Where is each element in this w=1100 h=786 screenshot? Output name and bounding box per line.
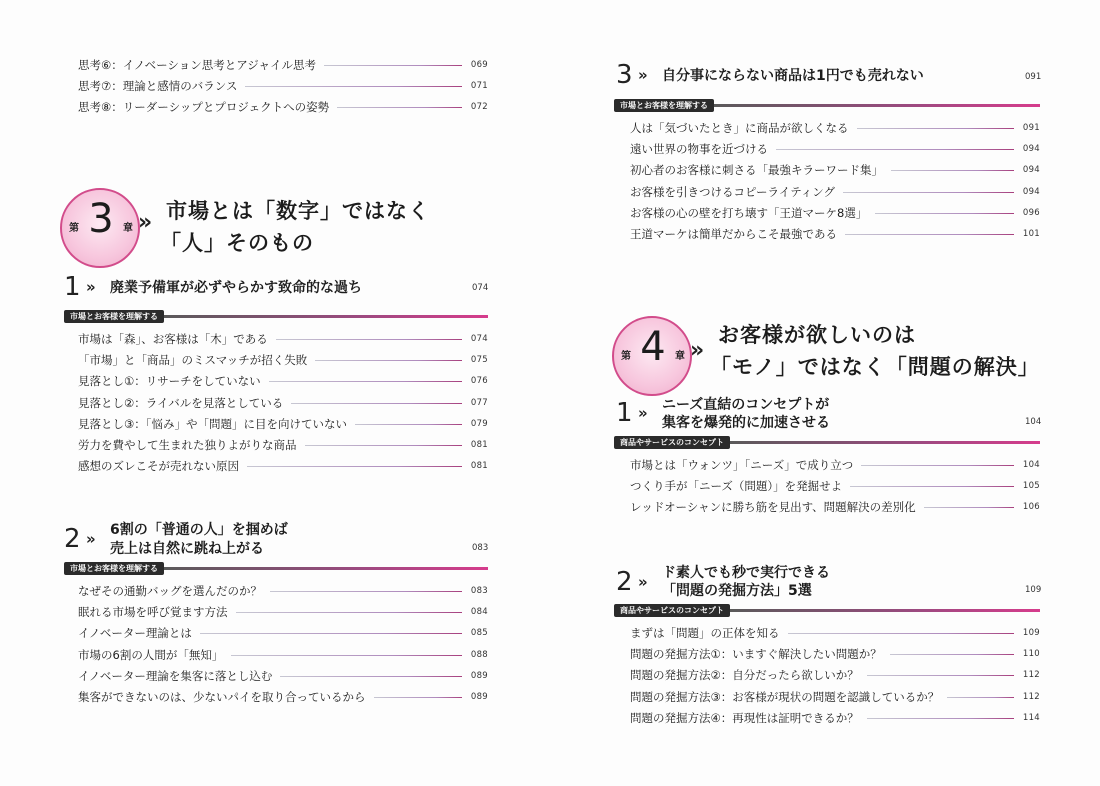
toc-entry-title: 問題の発掘方法③：お客様が現状の問題を認識しているか？ (630, 689, 940, 704)
category-bar (64, 561, 488, 575)
toc-entry[interactable] (630, 497, 1040, 517)
leader-line (947, 697, 1014, 698)
toc-entry-title: 思考⑦：理論と感情のバランス (78, 79, 238, 93)
toc-entry-page: 101 (1022, 229, 1040, 239)
toc-entry-title: なぜその通勤バッグを選んだのか？ (78, 584, 262, 598)
chapter-suffix: 章 (123, 223, 133, 234)
chapter-prefix: 第 (69, 223, 79, 234)
toc-entry-page: 112 (1022, 670, 1040, 681)
toc-entry-title: 感想のズレこそが売れない原因 (78, 459, 239, 474)
category-bar (614, 98, 1040, 112)
leader-line (337, 107, 462, 108)
leader-line (890, 654, 1014, 655)
section-title: 自分事にならない商品は1円でも売れない (662, 68, 924, 84)
toc-entry-title: 市場は「森」、お客様は「木」である (78, 332, 268, 346)
category-label: 商品やサービスのコンセプト (614, 436, 730, 449)
toc-entry-page: 072 (470, 102, 488, 112)
section-page: 104 (1025, 417, 1042, 427)
leader-line (875, 213, 1014, 214)
toc-entry-page: 069 (470, 60, 488, 70)
chapter-badge (612, 316, 692, 396)
toc-entry-page: 094 (1022, 165, 1040, 176)
leader-line (236, 612, 463, 613)
toc-entry[interactable] (78, 76, 488, 96)
leader-line (374, 697, 463, 698)
toc-entry-title: 見落とし③：「悩み」や「問題」に目を向けていない (78, 416, 348, 431)
toc-entry-title: 問題の発掘方法①：いますぐ解決したい問題か？ (630, 647, 882, 662)
toc-entry[interactable] (78, 55, 488, 75)
toc-entry-title: 遠い世界の物事を近づける (630, 142, 768, 157)
toc-entry-title: 見落とし①：リサーチをしていない (78, 374, 261, 389)
leader-line (843, 192, 1014, 193)
toc-entry-page: 110 (1022, 649, 1040, 660)
category-rule (164, 315, 488, 318)
toc-entry-title: まずは「問題」の正体を知る (630, 626, 780, 640)
leader-line (845, 234, 1014, 235)
toc-entry-page: 094 (1022, 144, 1040, 155)
toc-entry[interactable] (630, 203, 1040, 223)
toc-entry-page: 075 (470, 355, 488, 366)
leader-line (776, 149, 1014, 150)
toc-entry[interactable] (630, 476, 1040, 496)
toc-entry-page: 088 (470, 649, 488, 660)
toc-entry[interactable] (630, 623, 1040, 643)
leader-line (857, 128, 1015, 129)
chapter-number: 3 (88, 196, 114, 242)
leader-line (231, 655, 462, 656)
chapter-prefix: 第 (621, 351, 631, 362)
category-label: 市場とお客様を理解する (614, 99, 714, 112)
chapter-suffix: 章 (675, 351, 685, 362)
toc-entry[interactable] (630, 182, 1040, 202)
chevron-icon: » (138, 210, 147, 235)
chapter-title-line1: 市場とは「数字」ではなく (166, 199, 430, 223)
toc-entry[interactable] (78, 687, 488, 707)
toc-entry-title: お客様を引きつけるコピーライティング (630, 184, 836, 199)
section-title-line2: 売上は自然に跳ね上がる (110, 541, 264, 557)
leader-line (861, 465, 1014, 466)
toc-entry-title: 集客ができないのは、少ないパイを取り合っているから (78, 690, 366, 704)
toc-entry-title: 「市場」と「商品」のミスマッチが招く失敗 (78, 353, 308, 368)
category-bar (64, 309, 488, 323)
leader-line (245, 86, 462, 87)
chapter-title-line1: お客様が欲しいのは (718, 323, 916, 347)
toc-entry-page: 071 (470, 81, 488, 91)
leader-line (850, 486, 1014, 487)
right-page (550, 0, 1100, 786)
toc-entry[interactable] (78, 393, 488, 413)
section-title: 廃業予備軍が必ずやらかす致命的な過ち (110, 280, 362, 296)
toc-entry-page: 081 (470, 461, 488, 472)
toc-entry[interactable] (78, 456, 488, 476)
section-title-line1: 6割の「普通の人」を掴めば (110, 522, 288, 538)
leader-line (355, 424, 462, 425)
section-page: 083 (472, 543, 489, 553)
leader-line (276, 339, 462, 340)
category-bar (614, 435, 1040, 449)
category-label: 市場とお客様を理解する (64, 310, 164, 323)
toc-entry[interactable] (630, 455, 1040, 475)
toc-entry-page: 109 (1022, 628, 1040, 638)
chevron-icon: » (690, 338, 699, 363)
category-rule (164, 567, 488, 570)
toc-entry[interactable] (630, 224, 1040, 244)
section-title-line2: 「問題の発掘方法」5選 (662, 583, 812, 599)
toc-entry[interactable] (630, 708, 1040, 728)
toc-entry-page: 112 (1022, 691, 1040, 702)
toc-entry[interactable] (630, 665, 1040, 685)
toc-entry-page: 091 (1022, 123, 1040, 133)
leader-line (924, 507, 1014, 508)
toc-entry-page: 079 (470, 418, 488, 429)
toc-entry-page: 094 (1022, 186, 1040, 197)
toc-entry-title: お客様の心の壁を打ち壊す「王道マーケ8選」 (630, 205, 868, 220)
leader-line (247, 466, 462, 467)
toc-entry-title: イノベーター理論を集客に落とし込む (78, 668, 273, 683)
toc-entry[interactable] (78, 414, 488, 434)
section-number: 2 (616, 567, 633, 597)
toc-entry-page: 083 (470, 586, 488, 596)
leader-line (315, 360, 462, 361)
section-page: 109 (1025, 585, 1042, 595)
leader-line (291, 403, 462, 404)
toc-entry[interactable] (630, 644, 1040, 664)
leader-line (270, 591, 462, 592)
chapter-title-line2: 「モノ」ではなく「問題の解決」 (710, 355, 1040, 379)
section-page: 074 (472, 283, 489, 293)
toc-entry-title: 問題の発掘方法②：自分だったら欲しいか？ (630, 668, 859, 683)
leader-line (891, 170, 1014, 171)
leader-line (280, 676, 462, 677)
toc-entry-page: 081 (470, 440, 488, 450)
category-rule (730, 441, 1040, 444)
toc-entry[interactable] (78, 350, 488, 370)
toc-entry-title: 市場とは「ウォンツ」「ニーズ」で成り立つ (630, 458, 854, 472)
toc-entry-title: 人は「気づいたとき」に商品が欲しくなる (630, 121, 849, 135)
chevron-icon: » (638, 404, 644, 422)
toc-entry-title: 思考⑧：リーダーシップとプロジェクトへの姿勢 (78, 100, 330, 114)
toc-entry-title: 市場の6割の人間が「無知」 (78, 647, 224, 662)
toc-entry-page: 076 (470, 376, 488, 387)
category-rule (714, 104, 1040, 107)
toc-entry-page: 084 (470, 607, 488, 618)
leader-line (324, 65, 462, 66)
section-number: 3 (616, 60, 633, 90)
leader-line (867, 718, 1014, 719)
toc-entry[interactable] (78, 602, 488, 622)
toc-entry[interactable] (630, 139, 1040, 159)
leader-line (788, 633, 1015, 634)
toc-entry-page: 096 (1022, 207, 1040, 218)
chevron-icon: » (638, 66, 644, 84)
toc-entry-page: 089 (470, 670, 488, 681)
toc-entry[interactable] (78, 666, 488, 686)
toc-entry-title: 眠れる市場を呼び覚ます方法 (78, 605, 228, 620)
toc-entry-title: イノベーター理論とは (78, 626, 192, 641)
toc-entry[interactable] (630, 118, 1040, 138)
leader-line (867, 675, 1014, 676)
toc-entry-page: 106 (1022, 502, 1040, 513)
toc-entry[interactable] (78, 329, 488, 349)
section-page: 091 (1025, 72, 1042, 82)
category-bar (614, 603, 1040, 617)
section-title-line2: 集客を爆発的に加速させる (662, 415, 830, 431)
toc-entry-page: 074 (470, 334, 488, 344)
section-title-line1: ド素人でも秒で実行できる (662, 565, 830, 581)
toc-entry[interactable] (78, 435, 488, 455)
toc-entry-page: 077 (470, 397, 488, 408)
toc-entry[interactable] (630, 687, 1040, 707)
chapter-badge (60, 188, 140, 268)
chevron-icon: » (638, 573, 644, 591)
section-number: 2 (64, 524, 81, 554)
toc-entry-title: 思考⑥：イノベーション思考とアジャイル思考 (78, 58, 317, 72)
chevron-icon: » (86, 278, 92, 296)
toc-entry-page: 085 (470, 628, 488, 639)
leader-line (200, 633, 462, 634)
toc-entry-title: 初心者のお客様に刺さる「最強キラーワード集」 (630, 163, 883, 178)
toc-entry-page: 114 (1022, 712, 1040, 723)
category-label: 商品やサービスのコンセプト (614, 604, 730, 617)
toc-entry-title: レッドオーシャンに勝ち筋を見出す、問題解決の差別化 (630, 500, 916, 515)
chevron-icon: » (86, 530, 92, 548)
toc-entry[interactable] (78, 581, 488, 601)
chapter-number: 4 (640, 324, 666, 370)
leader-line (269, 381, 462, 382)
section-number: 1 (64, 272, 81, 302)
toc-entry[interactable] (78, 97, 488, 117)
toc-entry[interactable] (78, 623, 488, 643)
toc-entry-title: 見落とし②：ライバルを見落としている (78, 395, 284, 410)
toc-entry-page: 104 (1022, 460, 1040, 470)
toc-entry[interactable] (630, 160, 1040, 180)
toc-entry-title: 労力を費やして生まれた独りよがりな商品 (78, 438, 297, 452)
leader-line (305, 445, 463, 446)
toc-entry-title: 王道マーケは簡単だからこそ最強である (630, 227, 837, 241)
category-label: 市場とお客様を理解する (64, 562, 164, 575)
toc-entry[interactable] (78, 371, 488, 391)
toc-entry-page: 105 (1022, 481, 1040, 492)
category-rule (730, 609, 1040, 612)
toc-entry-title: つくり手が「ニーズ（問題）」を発掘せよ (630, 479, 843, 494)
toc-entry[interactable] (78, 645, 488, 665)
section-title-line1: ニーズ直結のコンセプトが (662, 397, 830, 413)
toc-entry-page: 089 (470, 692, 488, 702)
chapter-title-line2: 「人」そのもの (160, 231, 314, 255)
toc-entry-title: 問題の発掘方法④：再現性は証明できるか？ (630, 710, 859, 725)
section-number: 1 (616, 398, 633, 428)
